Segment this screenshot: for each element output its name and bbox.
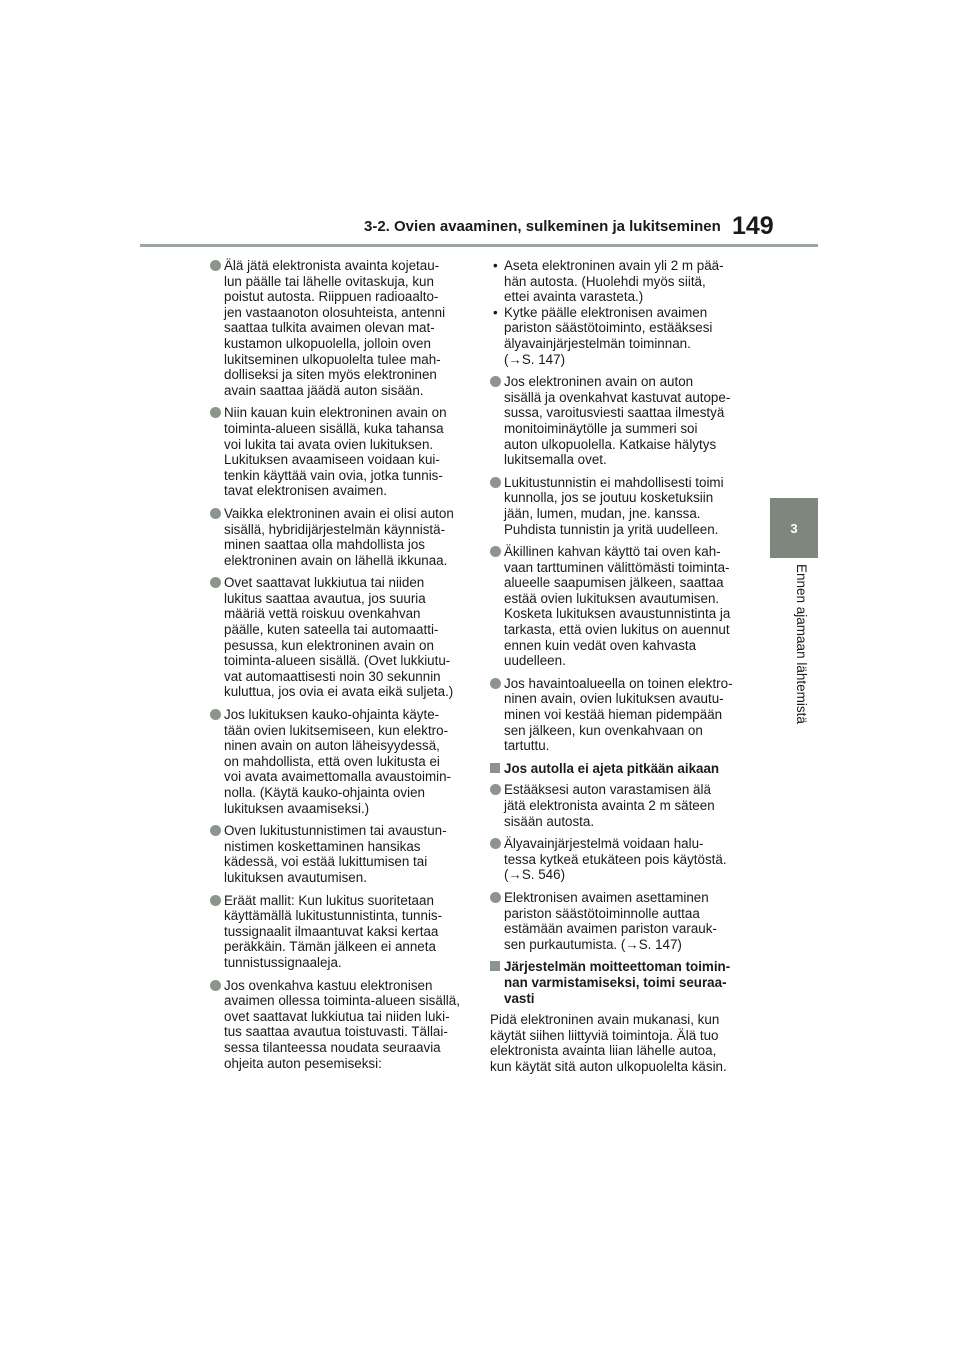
list-item (210, 258, 472, 398)
list-item-text: Lukitustunnistin ei mahdollisesti toimi kunnolla, jos se joutuu kosketuksiin jään, lumen, mudan, jne. kanssa. Puhdista tunnistin ja yritä uudelleen. (504, 474, 724, 537)
bullet-dot-icon (210, 825, 221, 836)
paragraph: Pidä elektroninen avain mukanasi, kun käytät siihen liittyviä toimintoja. Älä tuo elektronista avainta liian lähelle autoa, kun käytät sitä auton ulkopuolelta käsin. (490, 1012, 727, 1074)
bullet-dot-icon (210, 709, 221, 720)
bullet-dot-icon (210, 980, 221, 991)
list-item (490, 782, 752, 829)
list-item-text: Ovet saattavat lukkiutua tai niiden lukitus saattaa avautua, jos suuria määriä vettä roiskuu ovenkahvan päälle, kuten sateella tai automaatti- pesussa, kun elektroninen avain on toiminta-alueen sisällä. (Ovet lukkiutu- vat automaattisesti noin 30 sekunnin kuluttua, jos ovia ei avata eikä suljeta.) (224, 575, 454, 700)
list-item (210, 978, 472, 1072)
page-number: 149 (732, 212, 774, 240)
sub-list-item-text: Aseta elektroninen avain yli 2 m pää- hän autosta. (Huolehdi myös siitä, ettei avainta varasteta.) (504, 258, 724, 305)
list-item-text: Elektronisen avaimen asettaminen pariston säästötoiminnolle auttaa estämään avaimen pariston varauk- sen purkautumista. (→S. 147) (504, 889, 717, 952)
bullet-dot-icon (490, 546, 501, 557)
list-item-text: Eräät mallit: Kun lukitus suoritetaan käyttämällä lukitustunnistinta, tunnis- tussignaalit ilmaantuvat kaksi kertaa peräkkäin. Tämän jälkeen ei anneta tunnistussignaaleja. (224, 892, 443, 970)
header-title: 3-2. Ovien avaaminen, sulkeminen ja lukitseminen (364, 218, 721, 235)
header-rule (140, 244, 818, 247)
sub-list (490, 258, 752, 367)
list-item-text: Älä jätä elektronista avainta kojetau- lun päälle tai lähelle ovitaskuja, kun poistut autosta. Riippuen radioaalto- jen vastaanoton olosuhteista, antenni saattaa tulkita avaimen olevan mat- kustamon ulkopuolella, jolloin oven lukitseminen ulkopuolelta tulee mah- dolliseksi ja siten myös elektroninen avain saattaa jäädä auton sisään. (224, 258, 446, 398)
list-item-text: Jos lukituksen kauko-ohjainta käyte- tään ovien lukitsemiseen, kun elektro- ninen avain on auton läheisyydessä, on mahdollista, että oven lukitusta ei voi avata avaimettomalla avaustoimin- nolla. (Käytä kauko-ohjainta ovien lukituksen avaamiseksi.) (224, 707, 452, 816)
list-item-text: Jos havaintoalueella on toinen elektro- ninen avain, ovien lukituksen avautu- minen voi kestää hieman pidempään sen jälkeen, kun ovenkahvaan on tartuttu. (504, 675, 733, 754)
bullet-dot-icon (490, 477, 501, 488)
section-heading (490, 761, 752, 777)
bullet-dot-icon (210, 895, 221, 906)
sub-list-item-text: Kytke päälle elektronisen avaimen pariston säästötoiminto, estääksesi älyavainjärjestelmän toiminnan. (→S. 147) (504, 304, 713, 367)
bullet-dot-icon (210, 577, 221, 588)
list-item-text: Niin kauan kuin elektroninen avain on toiminta-alueen sisällä, kuka tahansa voi lukita tai avata ovien lukituksen. Lukituksen avaamiseen voidaan kui- tenkin käyttää vain ovia, jotka tunnis- tavat elektronisen avaimen. (224, 405, 447, 499)
bullet-dot-icon (490, 376, 501, 387)
list-item (490, 676, 752, 754)
bullet-dot-icon (490, 838, 501, 849)
sub-list-item (490, 258, 752, 305)
right-column (490, 258, 752, 1075)
list-item-text: Äkillinen kahvan käyttö tai oven kah- vaan tarttuminen välittömästi toiminta- alueelle saapumisen jälkeen, saattaa estää ovien lukituksen avautumisen. Kosketa lukituksen avaustunnistinta ja tarkasta, että ovien lukitus on auennut ennen kuin vedät oven kahvasta uudelleen. (504, 544, 731, 669)
left-column (210, 258, 472, 1078)
chapter-number: 3 (790, 520, 798, 536)
list-item-text: Jos ovenkahva kastuu elektronisen avaimen ollessa toiminta-alueen sisällä, ovet saattavat lukkiutua tai niiden luki- tus saattaa avautua toistuvasti. Tällai- sessa tilanteessa noudata seuraavia ohjeita auton pesemiseksi: (224, 977, 460, 1071)
section-square-icon (490, 763, 500, 773)
bullet-dot-icon (210, 407, 221, 418)
bullet-dot-icon (490, 678, 501, 689)
chapter-label: Ennen ajamaan lähtemistä (794, 564, 809, 724)
section-heading-text: Järjestelmän moitteettoman toimin- nan varmistamiseksi, toimi seuraa- vasti (504, 959, 731, 1006)
list-item-text: Estääksesi auton varastamisen älä jätä elektronista avainta 2 m säteen sisään autosta. (504, 782, 715, 829)
chapter-tab (770, 498, 818, 558)
list-item (490, 890, 752, 952)
list-item (210, 405, 472, 499)
list-item (490, 544, 752, 669)
section-heading-text: Jos autolla ei ajeta pitkään aikaan (504, 760, 720, 776)
bullet-dot-icon (210, 508, 221, 519)
bullet-small-icon: • (493, 258, 498, 273)
bullet-small-icon: • (493, 304, 498, 320)
list-item (210, 823, 472, 885)
list-item-text: Oven lukitustunnistimen tai avaustun- nistimen koskettaminen hansikas kädessä, voi estää lukittumisen tai lukituksen avautumisen. (224, 823, 447, 885)
sub-list-item (490, 305, 752, 367)
list-item (210, 707, 472, 816)
list-item-text: Jos elektroninen avain on auton sisällä ja ovenkahvat kastuvat autope- sussa, varoitusviesti saattaa ilmestyä monitoiminäytölle ja summeri soi auton ulkopuolella. Katkaise hälytys lukitsemalla ovet. (504, 374, 731, 468)
bullet-dot-icon (210, 260, 221, 271)
bullet-dot-icon (490, 892, 501, 903)
list-item-text: Älyavainjärjestelmä voidaan halu- tessa kytkeä etukäteen pois käytöstä. (→S. 546) (504, 836, 727, 883)
list-item (490, 475, 752, 537)
list-item (490, 836, 752, 883)
section-heading (490, 959, 752, 1006)
list-item (210, 506, 472, 568)
list-item (490, 374, 752, 468)
list-item (210, 893, 472, 971)
list-item (210, 575, 472, 700)
bullet-dot-icon (490, 784, 501, 795)
section-square-icon (490, 961, 500, 971)
list-item-text: Vaikka elektroninen avain ei olisi auton sisällä, hybridijärjestelmän käynnistä- minen saattaa olla mahdollista jos elektroninen avain on lähellä ikkunaa. (224, 505, 454, 568)
